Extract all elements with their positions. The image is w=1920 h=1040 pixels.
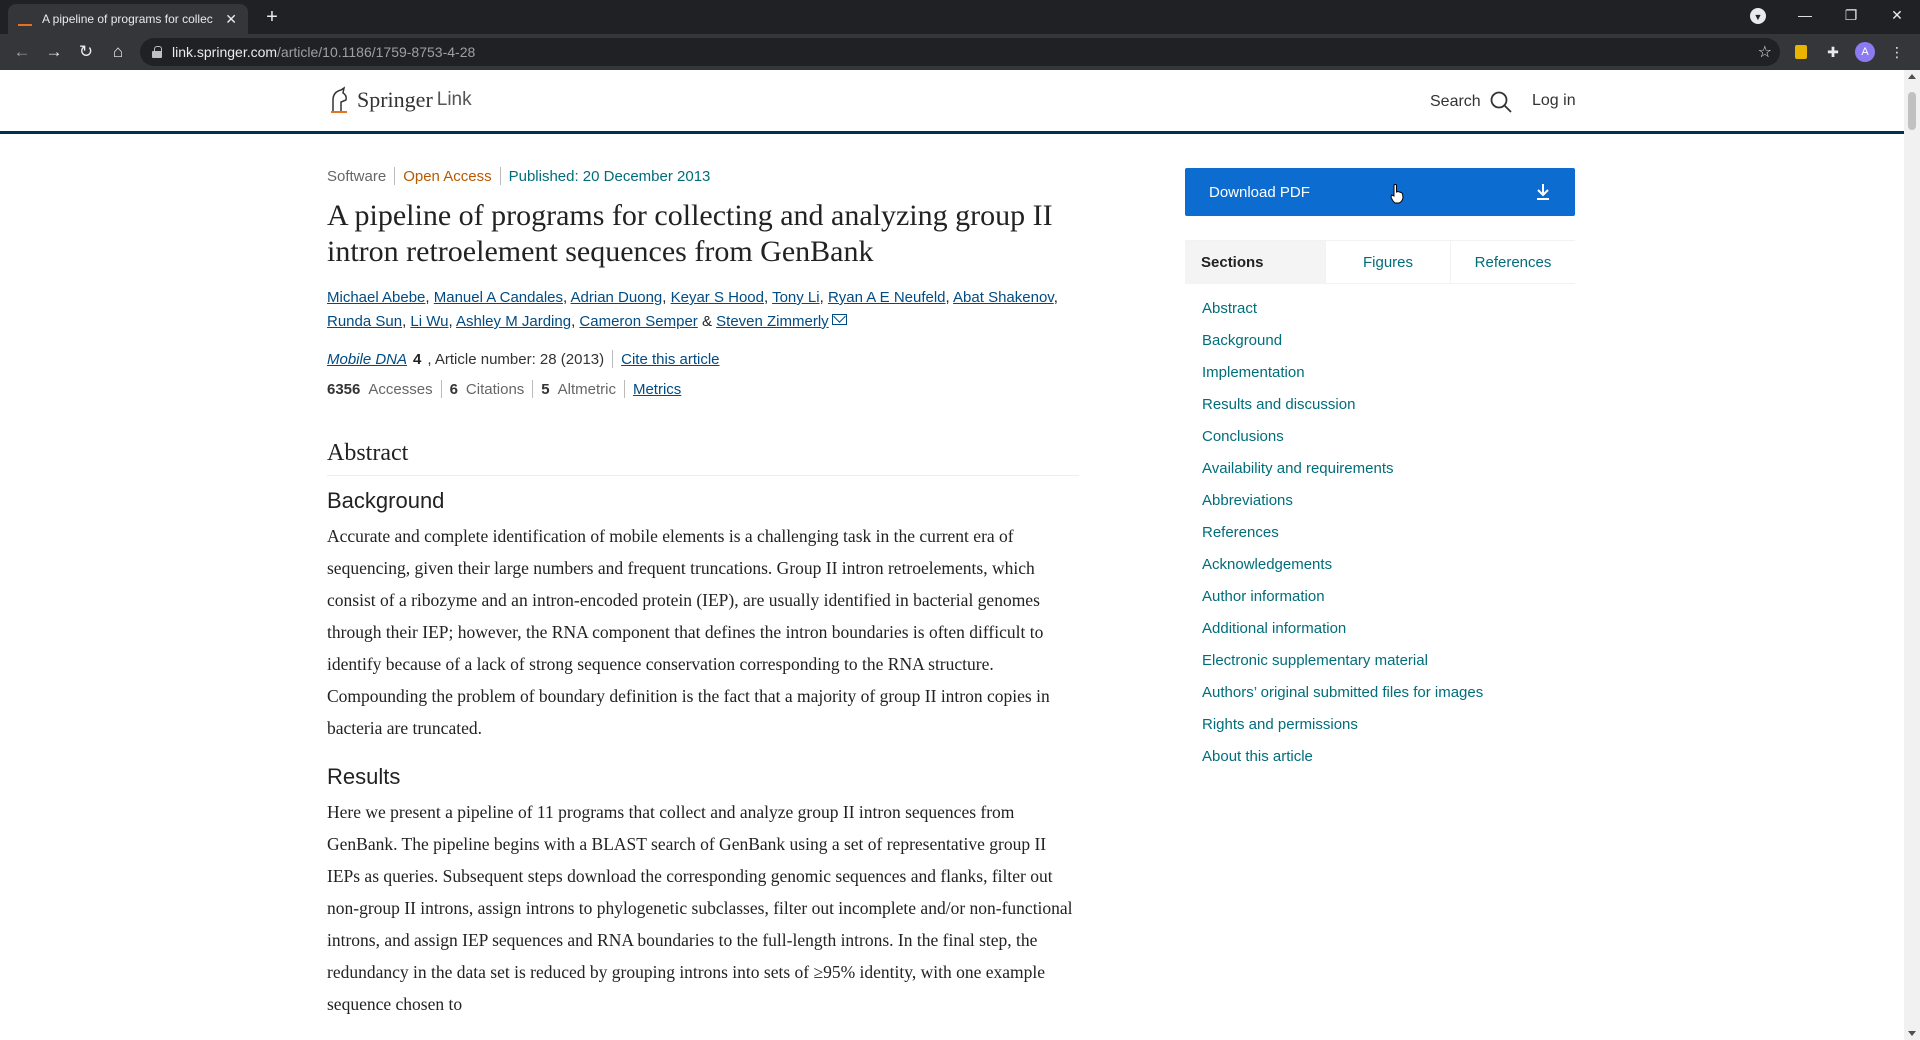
browser-toolbar [0, 34, 1920, 70]
article-sidebar [1185, 168, 1575, 772]
article-number: , Article number: 28 (2013) [427, 350, 605, 368]
background-heading: Background [327, 488, 445, 513]
minimize-icon[interactable]: — [1798, 7, 1812, 23]
altmetric-label: Altmetric [557, 380, 616, 398]
hand-cursor-icon [1390, 184, 1404, 204]
toc-original-files[interactable]: Authors’ original submitted files for images [1202, 683, 1484, 701]
new-tab-button[interactable]: + [266, 6, 278, 28]
site-header [0, 70, 1904, 134]
meta-divider [624, 380, 625, 398]
close-window-icon[interactable]: ✕ [1891, 6, 1903, 23]
author-link[interactable]: Manuel A Candales [433, 289, 564, 306]
scrollbar-thumb[interactable] [1908, 92, 1916, 130]
published-date: Published: 20 December 2013 [508, 167, 711, 185]
meta-divider [394, 167, 395, 185]
open-access-label: Open Access [403, 167, 492, 185]
toc-results-and-discussion[interactable]: Results and discussion [1202, 395, 1356, 413]
profile-avatar[interactable]: A [1855, 42, 1875, 62]
tab-sections[interactable]: Sections [1185, 241, 1325, 284]
toc-rights-and-permissions[interactable]: Rights and permissions [1202, 715, 1358, 733]
tab-title: A pipeline of programs for collec [42, 12, 213, 26]
author-link[interactable]: Steven Zimmerly [716, 313, 829, 330]
toc-acknowledgements[interactable]: Acknowledgements [1202, 555, 1333, 573]
toc-supplementary-material[interactable]: Electronic supplementary material [1202, 651, 1428, 669]
citations-label: Citations [465, 380, 525, 398]
journal-link[interactable]: Mobile DNA [327, 350, 408, 368]
extensions-puzzle-icon[interactable]: ✚ [1827, 43, 1839, 60]
results-heading: Results [327, 764, 401, 789]
back-icon[interactable]: ← [13, 42, 31, 61]
logo-text-springer: Springer [357, 87, 433, 112]
article-main [327, 166, 1079, 1020]
author-link[interactable]: Ashley M Jarding [456, 313, 572, 330]
browser-tabbar [0, 0, 1920, 34]
article-meta [327, 166, 1079, 186]
toc-abbreviations[interactable]: Abbreviations [1202, 491, 1293, 509]
browser-tab-active[interactable] [8, 4, 248, 34]
logo-text-link: Link [436, 89, 472, 110]
accesses-label: Accesses [368, 380, 433, 398]
restore-icon[interactable]: ❐ [1844, 6, 1858, 23]
author-link[interactable]: Tony Li [772, 289, 820, 306]
sidebar-tabs [1185, 240, 1575, 284]
toc-author-information[interactable]: Author information [1202, 587, 1325, 605]
download-pdf-button[interactable] [1185, 168, 1575, 216]
author-link[interactable]: Abat Shakenov [953, 289, 1054, 306]
tab-references[interactable]: References [1450, 241, 1575, 284]
article-title: A pipeline of programs for collecting and analyzing group II intron retroelement sequences from GenBank [327, 199, 1053, 268]
login-link[interactable]: Log in [1532, 92, 1576, 109]
reload-icon[interactable]: ↻ [78, 42, 94, 61]
article-type: Software [327, 167, 387, 185]
toc-availability[interactable]: Availability and requirements [1202, 459, 1394, 477]
author-link[interactable]: Cameron Semper [579, 313, 698, 330]
springer-link-logo[interactable] [327, 86, 472, 114]
results-paragraph: Here we present a pipeline of 11 programs that collect and analyze group II intron sequences from GenBank. The pipeline begins with a BLAST search of GenBank using a set of representative group II IEPs as queries. Subsequent steps download the corresponding genomic sequences and flanks, filter out non-group II introns, assign introns to phylogenetic subclasses, filter out incomplete and/or non-functional introns, and assign IEP sequences and RNA boundaries to the full-length introns. In the final step, the redundancy in the data set is reduced by grouping introns into sets of ≥95% identity, with one example sequence chosen to [327, 802, 1073, 1014]
meta-divider [532, 380, 533, 398]
author-link[interactable]: Runda Sun [327, 313, 403, 330]
author-link[interactable]: Keyar S Hood [670, 289, 764, 306]
meta-divider [500, 167, 501, 185]
author-list: Michael Abebe, Manuel A Candales, Adrian Duong, Keyar S Hood, Tony Li, Ryan A E Neufeld, Abat Shakenov, Runda Sun, Li Wu, Ashley M Jarding, Cameron Semper & Steven Zimmerly [327, 289, 1058, 330]
url-path: /article/10.1186/1759-8753-4-28 [277, 44, 476, 60]
meta-divider [612, 350, 613, 368]
springer-favicon-icon [18, 12, 32, 26]
bookmark-star-icon[interactable]: ☆ [1757, 44, 1772, 61]
toc-background[interactable]: Background [1202, 331, 1283, 349]
search-label: Search [1430, 93, 1481, 110]
download-icon [1535, 183, 1551, 201]
url-host: link.springer.com [172, 44, 278, 60]
download-pdf-label: Download PDF [1209, 183, 1310, 201]
tab-figures[interactable]: Figures [1325, 241, 1450, 284]
author-link[interactable]: Michael Abebe [327, 289, 426, 306]
cite-this-article-link[interactable]: Cite this article [621, 350, 720, 368]
scroll-up-icon[interactable] [1908, 74, 1916, 79]
browser-menu-icon[interactable]: ⋮ [1890, 43, 1904, 60]
meta-divider [441, 380, 442, 398]
header-search-button[interactable] [1430, 90, 1513, 114]
citation-row [327, 348, 1079, 370]
altmetric-count: 5 [541, 380, 550, 398]
volume-number: 4 [413, 350, 422, 368]
toc-references[interactable]: References [1202, 523, 1279, 541]
toc-implementation[interactable]: Implementation [1202, 363, 1305, 381]
background-paragraph: Accurate and complete identification of mobile elements is a challenging task in the current era of sequencing, given their large numbers and frequent truncations. Group II intron retroelements, which consist of a ribozyme and an intron-encoded protein (IEP), are usually identified in bacterial genomes through their IEP; however, the RNA component that defines the intron boundaries is often difficult to identify because of a lack of strong sequence conservation corresponding to the RNA structure. Compounding the problem of boundary definition is the fact that a majority of group II intron copies in bacteria are truncated. [327, 526, 1050, 738]
tab-search-icon[interactable]: ▼ [1750, 8, 1766, 24]
extension-doc-icon[interactable] [1791, 42, 1811, 62]
toc-additional-information[interactable]: Additional information [1202, 619, 1347, 637]
page-viewport [0, 70, 1904, 1040]
tab-close-icon[interactable]: ✕ [225, 10, 237, 27]
author-link[interactable]: Adrian Duong [570, 289, 663, 306]
scroll-down-icon[interactable] [1908, 1031, 1916, 1036]
sections-list [1185, 292, 1575, 772]
address-bar[interactable] [140, 38, 1780, 66]
search-icon [1489, 90, 1513, 114]
metrics-row [327, 378, 1079, 400]
lock-icon[interactable] [152, 46, 162, 58]
metrics-link[interactable]: Metrics [632, 380, 682, 398]
page-scrollbar[interactable] [1904, 70, 1920, 1040]
accesses-count: 6356 [327, 380, 361, 398]
abstract-heading: Abstract [327, 440, 1079, 476]
home-icon[interactable]: ⌂ [112, 42, 124, 61]
toc-conclusions[interactable]: Conclusions [1202, 427, 1284, 445]
email-icon[interactable] [832, 314, 847, 325]
citations-count: 6 [449, 380, 458, 398]
toc-about-this-article[interactable]: About this article [1202, 747, 1313, 765]
forward-icon[interactable]: → [45, 42, 63, 61]
author-link[interactable]: Li Wu [410, 313, 449, 330]
toc-abstract[interactable]: Abstract [1202, 299, 1258, 317]
author-link[interactable]: Ryan A E Neufeld [827, 289, 946, 306]
springer-horse-icon [327, 86, 351, 114]
